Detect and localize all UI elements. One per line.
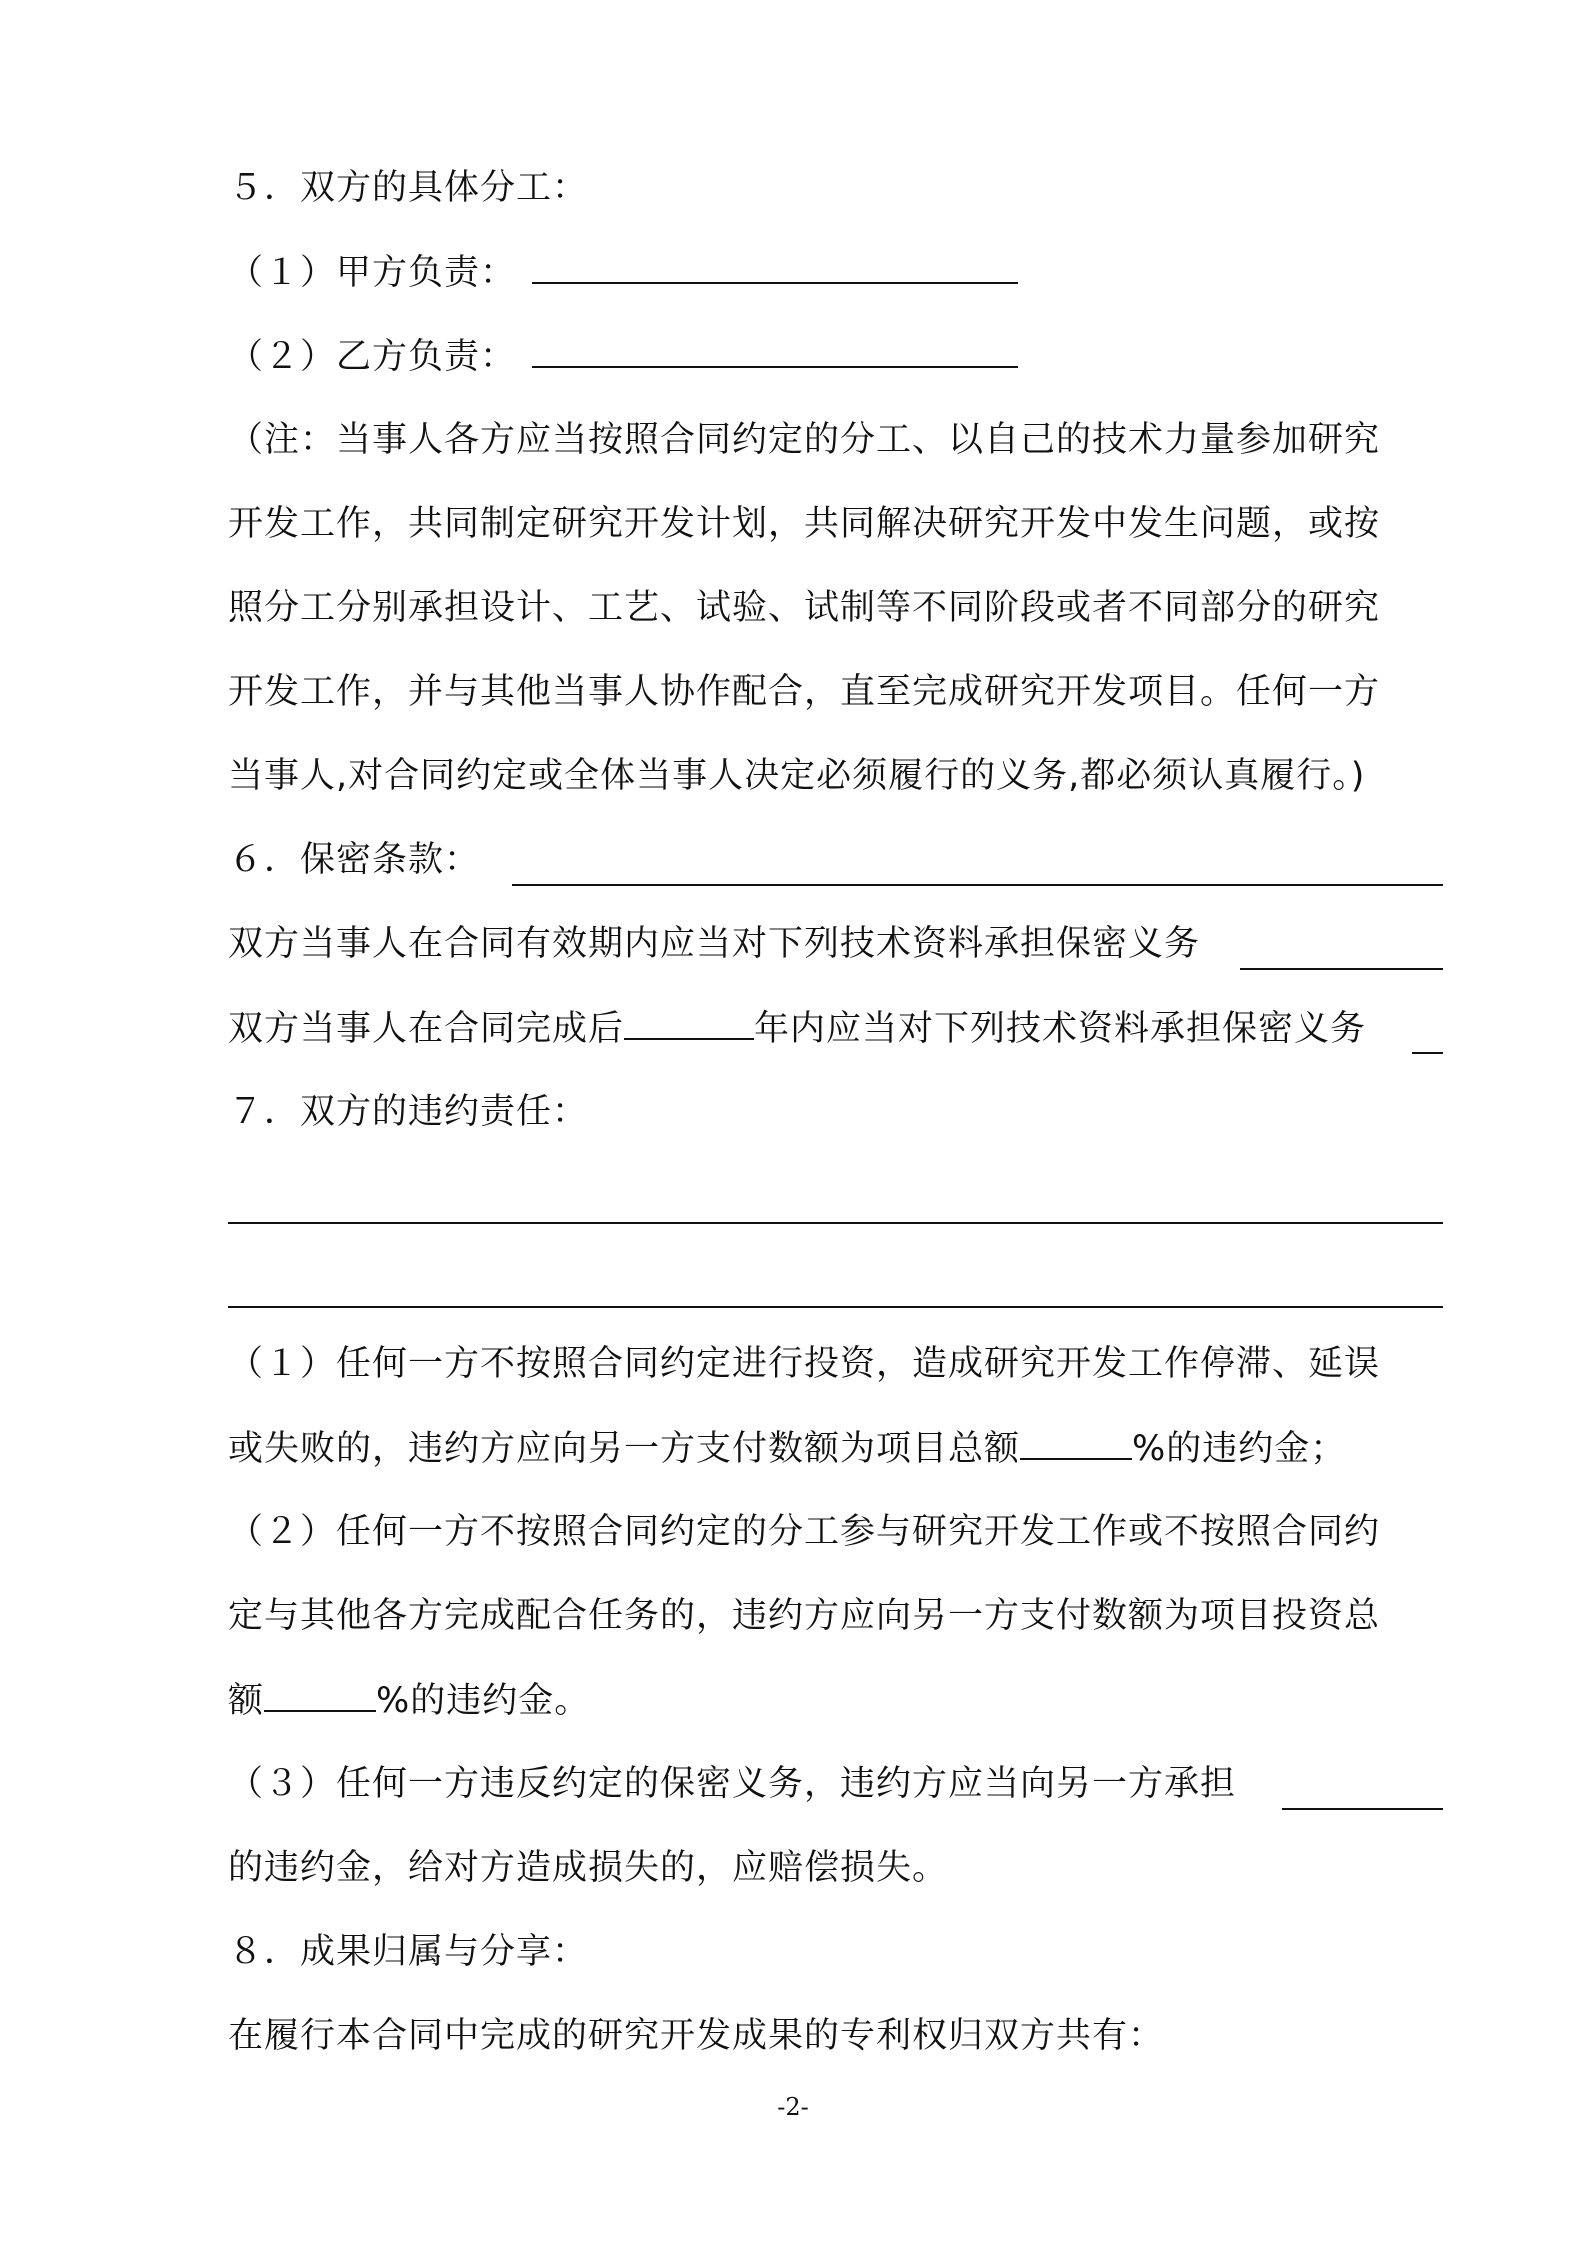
party-b-blank[interactable] <box>532 326 1018 368</box>
party-b-responsibility: （２）乙方负责： <box>228 326 1443 386</box>
years-blank[interactable] <box>624 998 754 1040</box>
confidentiality-materials-blank[interactable] <box>1240 968 1443 970</box>
liability-item-2-line-3: 额 %的违约金。 <box>228 1670 1443 1730</box>
liability-item-1-line-2: 或失败的，违约方应向另一方支付数额为项目总额 %的违约金； <box>228 1418 1443 1478</box>
note-line-4: 开发工作，并与其他当事人协作配合，直至完成研究开发项目。任何一方 <box>228 672 1381 712</box>
liability-item-2-line-2: 定与其他各方完成配合任务的，违约方应向另一方支付数额为项目投资总 <box>228 1596 1381 1636</box>
note-line-1: （注：当事人各方应当按照合同约定的分工、以自己的技术力量参加研究 <box>228 420 1381 460</box>
page-number: -2- <box>777 2093 809 2121</box>
confidentiality-blank[interactable] <box>512 884 1443 886</box>
confidentiality-breach-blank[interactable] <box>1282 1808 1443 1810</box>
note-line-5: 当事人,对合同约定或全体当事人决定必须履行的义务,都必须认真履行。) <box>228 756 1366 796</box>
party-a-blank[interactable] <box>532 242 1018 284</box>
patent-ownership-line: 在履行本合同中完成的研究开发成果的专利权归双方共有： <box>228 2016 1165 2056</box>
note-line-3: 照分工分别承担设计、工艺、试验、试制等不同阶段或者不同部分的研究 <box>228 588 1381 628</box>
section-7-title: ７．双方的违约责任： <box>228 1092 589 1132</box>
investment-percentage-blank[interactable] <box>1020 1418 1132 1460</box>
section-6-title: ６．保密条款： <box>228 840 481 880</box>
cooperation-percentage-blank[interactable] <box>264 1670 376 1712</box>
liability-item-2-line-1: （２）任何一方不按照合同约定的分工参与研究开发工作或不按照合同约 <box>228 1512 1381 1552</box>
liability-item-3-line-1: （３）任何一方违反约定的保密义务，违约方应当向另一方承担 <box>228 1764 1237 1804</box>
liability-item-1-line-1: （１）任何一方不按照合同约定进行投资，造成研究开发工作停滞、延误 <box>228 1344 1381 1384</box>
party-a-responsibility: （１）甲方负责： <box>228 242 1443 302</box>
post-contract-materials-blank[interactable] <box>1412 1052 1443 1054</box>
liability-item-3-line-2: 的违约金，给对方造成损失的，应赔偿损失。 <box>228 1848 949 1888</box>
section-5-title: ５．双方的具体分工： <box>228 168 589 208</box>
section-8-title: ８．成果归属与分享： <box>228 1932 589 1972</box>
confidentiality-line-2: 双方当事人在合同完成后 年内应当对下列技术资料承担保密义务 <box>228 998 1443 1058</box>
note-line-2: 开发工作，共同制定研究开发计划，共同解决研究开发中发生问题，或按 <box>228 504 1381 544</box>
liability-blank-line-2[interactable] <box>228 1306 1443 1308</box>
liability-blank-line-1[interactable] <box>228 1222 1443 1224</box>
confidentiality-line-1: 双方当事人在合同有效期内应当对下列技术资料承担保密义务 <box>228 924 1201 964</box>
